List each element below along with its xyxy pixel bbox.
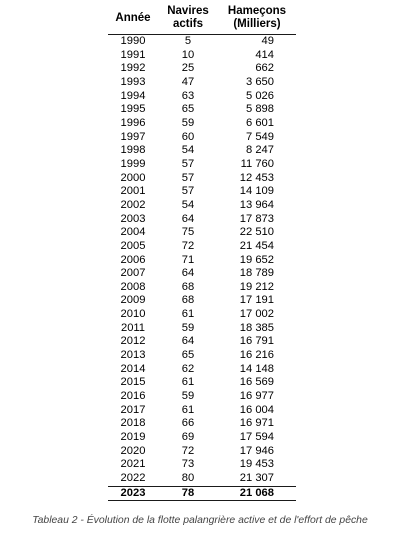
cell-hooks: 19 453 (239, 458, 274, 471)
cell-year: 2015 (120, 376, 146, 389)
cell-year: 2022 (120, 472, 146, 484)
cell-vessels: 61 (181, 403, 195, 416)
cell-vessels: 64 (181, 267, 195, 280)
header-hooks (218, 2, 296, 35)
table-row (108, 90, 296, 104)
cell-year: 1999 (120, 157, 146, 170)
cell-year: 2003 (120, 212, 146, 225)
table-row (108, 281, 296, 295)
cell-year: 2018 (120, 417, 146, 430)
cell-vessels: 25 (181, 62, 195, 75)
cell-hooks: 17 594 (239, 431, 274, 444)
cell-vessels: 57 (181, 171, 195, 184)
cell-vessels: 73 (181, 458, 195, 471)
table-row (108, 49, 296, 63)
cell-vessels: 64 (181, 335, 195, 348)
table-row (108, 35, 296, 49)
cell-hooks: 6 601 (246, 116, 274, 129)
cell-vessels: 71 (181, 253, 195, 266)
cell-hooks: 22 510 (239, 226, 274, 239)
table-row (108, 226, 296, 240)
cell-year: 2017 (120, 403, 146, 416)
cell-year: 2001 (120, 185, 146, 198)
header-vessels-line1: Navires (167, 5, 209, 17)
cell-hooks: 3 650 (246, 75, 274, 88)
table-row (108, 144, 296, 158)
cell-year: 1994 (120, 89, 146, 102)
cell-vessels: 60 (181, 130, 195, 143)
table-row (108, 131, 296, 145)
cell-vessels: 75 (181, 226, 195, 239)
cell-year: 1990 (120, 35, 146, 47)
cell-vessels: 62 (181, 362, 195, 375)
cell-vessels: 59 (181, 321, 195, 334)
cell-hooks: 5 898 (246, 103, 274, 116)
cell-hooks: 17 873 (239, 212, 274, 225)
table-row (108, 417, 296, 431)
cell-year: 1992 (120, 62, 146, 75)
table-row (108, 431, 296, 445)
cell-year: 1998 (120, 144, 146, 157)
table-row (108, 472, 296, 486)
cell-year: 2020 (120, 444, 146, 457)
table-row (108, 76, 296, 90)
cell-vessels: 59 (181, 390, 195, 403)
cell-hooks: 17 191 (239, 294, 274, 307)
cell-hooks: 13 964 (239, 198, 274, 211)
table-row (108, 254, 296, 268)
cell-hooks: 16 977 (239, 390, 274, 403)
table-row (108, 486, 296, 501)
table-row (108, 267, 296, 281)
cell-hooks: 49 (261, 35, 274, 47)
cell-year: 2005 (120, 239, 146, 252)
cell-year: 1997 (120, 130, 146, 143)
table-row (108, 240, 296, 254)
cell-vessels: 61 (181, 376, 195, 389)
table-header (108, 2, 296, 35)
cell-vessels: 69 (181, 431, 195, 444)
cell-year: 2002 (120, 198, 146, 211)
cell-vessels: 57 (181, 157, 195, 170)
cell-year: 2016 (120, 390, 146, 403)
table-row (108, 158, 296, 172)
cell-vessels: 66 (181, 417, 195, 430)
cell-year: 2006 (120, 253, 146, 266)
cell-hooks: 14 148 (239, 362, 274, 375)
cell-hooks: 16 971 (239, 417, 274, 430)
cell-hooks: 21 307 (239, 472, 274, 484)
cell-hooks: 17 002 (239, 308, 274, 321)
cell-year: 1993 (120, 75, 146, 88)
table-row (108, 172, 296, 186)
cell-hooks: 16 216 (239, 349, 274, 362)
cell-year: 2014 (120, 362, 146, 375)
header-year: Année (115, 11, 151, 24)
cell-year: 2008 (120, 280, 146, 293)
cell-hooks: 11 760 (240, 157, 274, 170)
table-row (108, 294, 296, 308)
cell-vessels: 65 (181, 349, 195, 362)
cell-vessels: 61 (181, 308, 195, 321)
cell-vessels: 54 (181, 198, 195, 211)
cell-hooks: 8 247 (246, 144, 274, 157)
cell-vessels: 63 (181, 89, 195, 102)
cell-vessels: 68 (181, 280, 195, 293)
cell-hooks: 18 789 (239, 267, 274, 280)
table-row (108, 376, 296, 390)
header-row (108, 2, 296, 35)
cell-hooks: 14 109 (239, 185, 274, 198)
cell-hooks: 19 212 (239, 280, 274, 293)
cell-vessels: 80 (181, 472, 195, 484)
cell-hooks: 414 (255, 48, 274, 61)
cell-vessels: 65 (181, 103, 195, 116)
cell-hooks: 21 068 (239, 486, 274, 499)
table-row (108, 199, 296, 213)
table-row (108, 62, 296, 76)
cell-vessels: 78 (181, 486, 195, 499)
table-row (108, 185, 296, 199)
cell-vessels: 72 (181, 444, 195, 457)
table-row (108, 363, 296, 377)
cell-year: 1991 (120, 48, 146, 61)
table-row (108, 103, 296, 117)
cell-hooks: 16 569 (239, 376, 274, 389)
cell-year: 2000 (120, 171, 146, 184)
cell-year: 2004 (120, 226, 146, 239)
table-row (108, 390, 296, 404)
cell-vessels: 68 (181, 294, 195, 307)
header-hooks-line1: Hameçons (227, 5, 287, 17)
cell-hooks: 17 946 (239, 444, 274, 457)
table-row (108, 445, 296, 459)
cell-vessels: 5 (184, 35, 192, 47)
fleet-effort-table-container (108, 2, 296, 501)
cell-vessels: 47 (181, 75, 195, 88)
cell-year: 2009 (120, 294, 146, 307)
cell-hooks: 5 026 (246, 89, 274, 102)
header-vessels-line2: actifs (172, 18, 204, 30)
cell-year: 2023 (120, 486, 146, 499)
cell-vessels: 54 (181, 144, 195, 157)
table-row (108, 117, 296, 131)
cell-hooks: 662 (255, 62, 274, 75)
table-row (108, 335, 296, 349)
header-vessels (158, 2, 218, 35)
cell-year: 2012 (120, 335, 146, 348)
fleet-effort-table (108, 2, 296, 501)
cell-hooks: 16 791 (239, 335, 274, 348)
table-row (108, 458, 296, 472)
cell-year: 2021 (120, 458, 146, 471)
cell-vessels: 10 (181, 48, 195, 61)
cell-year: 2011 (120, 321, 146, 334)
cell-vessels: 64 (181, 212, 195, 225)
cell-hooks: 12 453 (239, 171, 274, 184)
cell-year: 2013 (120, 349, 146, 362)
header-hooks-line2: (Milliers) (233, 18, 281, 30)
cell-year: 2010 (120, 308, 146, 321)
cell-year: 1996 (120, 116, 146, 129)
table-row (108, 213, 296, 227)
cell-hooks: 7 549 (246, 130, 274, 143)
cell-vessels: 57 (181, 185, 195, 198)
table-row (108, 349, 296, 363)
table-caption: Tableau 2 - Évolution de la flotte palangrière active et de l'effort de pêche (32, 515, 368, 526)
cell-hooks: 21 454 (239, 239, 274, 252)
table-row (108, 308, 296, 322)
table-body (108, 35, 296, 501)
cell-vessels: 72 (181, 239, 195, 252)
cell-hooks: 16 004 (239, 403, 274, 416)
table-row (108, 322, 296, 336)
cell-year: 2007 (120, 267, 146, 280)
cell-hooks: 19 652 (239, 253, 274, 266)
cell-hooks: 18 385 (239, 321, 274, 334)
table-row (108, 404, 296, 418)
cell-year: 2019 (120, 431, 146, 444)
cell-vessels: 59 (181, 116, 195, 129)
cell-year: 1995 (120, 103, 146, 116)
